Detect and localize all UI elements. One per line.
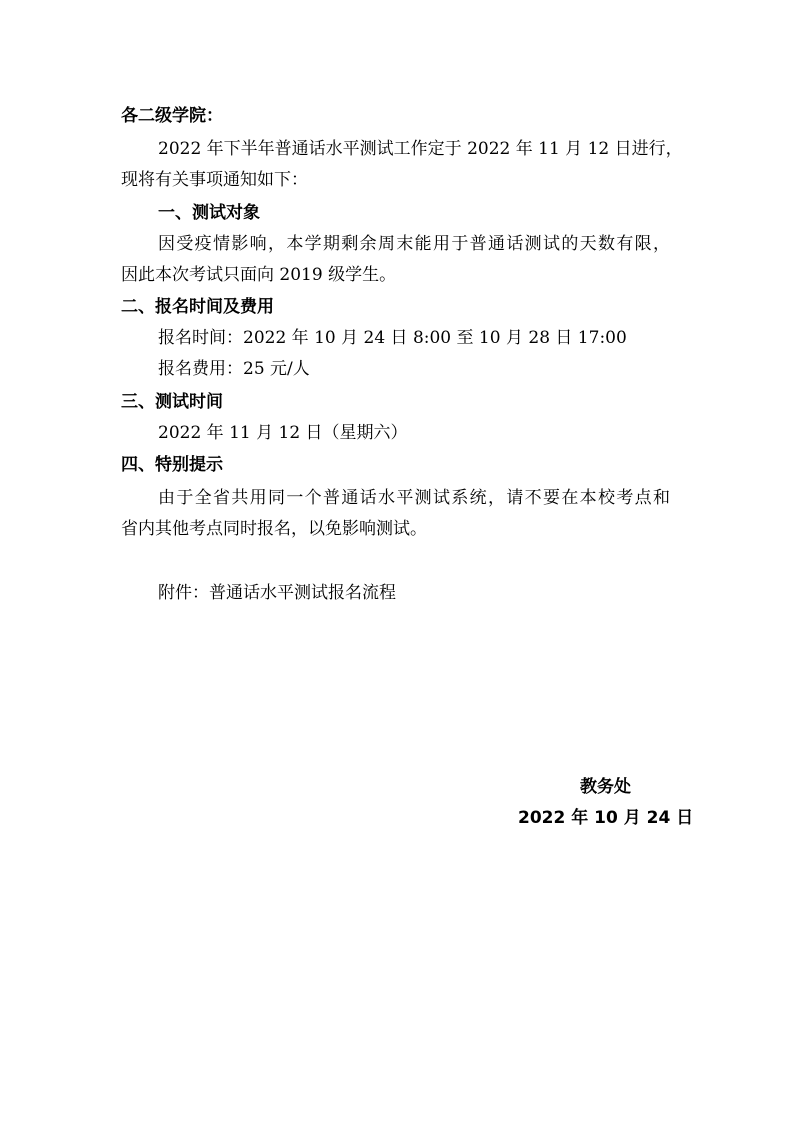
section-1-line-2: 因此本次考试只面向 2019 级学生。 (121, 265, 397, 285)
section-1-line-1: 因受疫情影响，本学期剩余周末能用于普通话测试的天数有限， (158, 234, 670, 254)
attachment-note: 附件：普通话水平测试报名流程 (158, 583, 396, 603)
section-3-heading: 三、测试时间 (121, 392, 223, 412)
registration-time: 报名时间：2022 年 10 月 24 日 8:00 至 10 月 28 日 17:00 (158, 328, 627, 348)
section-4-heading: 四、特别提示 (121, 455, 223, 475)
section-4-line-2: 省内其他考点同时报名，以免影响测试。 (121, 519, 427, 539)
issue-date: 2022 年 10 月 24 日 (518, 808, 694, 828)
section-2-heading: 二、报名时间及费用 (121, 297, 274, 317)
test-date: 2022 年 11 月 12 日（星期六） (158, 423, 408, 443)
section-4-line-1: 由于全省共用同一个普通话水平测试系统，请不要在本校考点和 (158, 488, 670, 508)
registration-fee: 报名费用：25 元/人 (158, 359, 310, 379)
salutation: 各二级学院： (121, 106, 223, 126)
intro-line-1: 2022 年下半年普通话水平测试工作定于 2022 年 11 月 12 日进行， (158, 139, 683, 159)
intro-line-2: 现将有关事项通知如下： (121, 170, 308, 190)
section-1-heading: 一、测试对象 (158, 203, 260, 223)
issuing-office: 教务处 (580, 777, 631, 797)
